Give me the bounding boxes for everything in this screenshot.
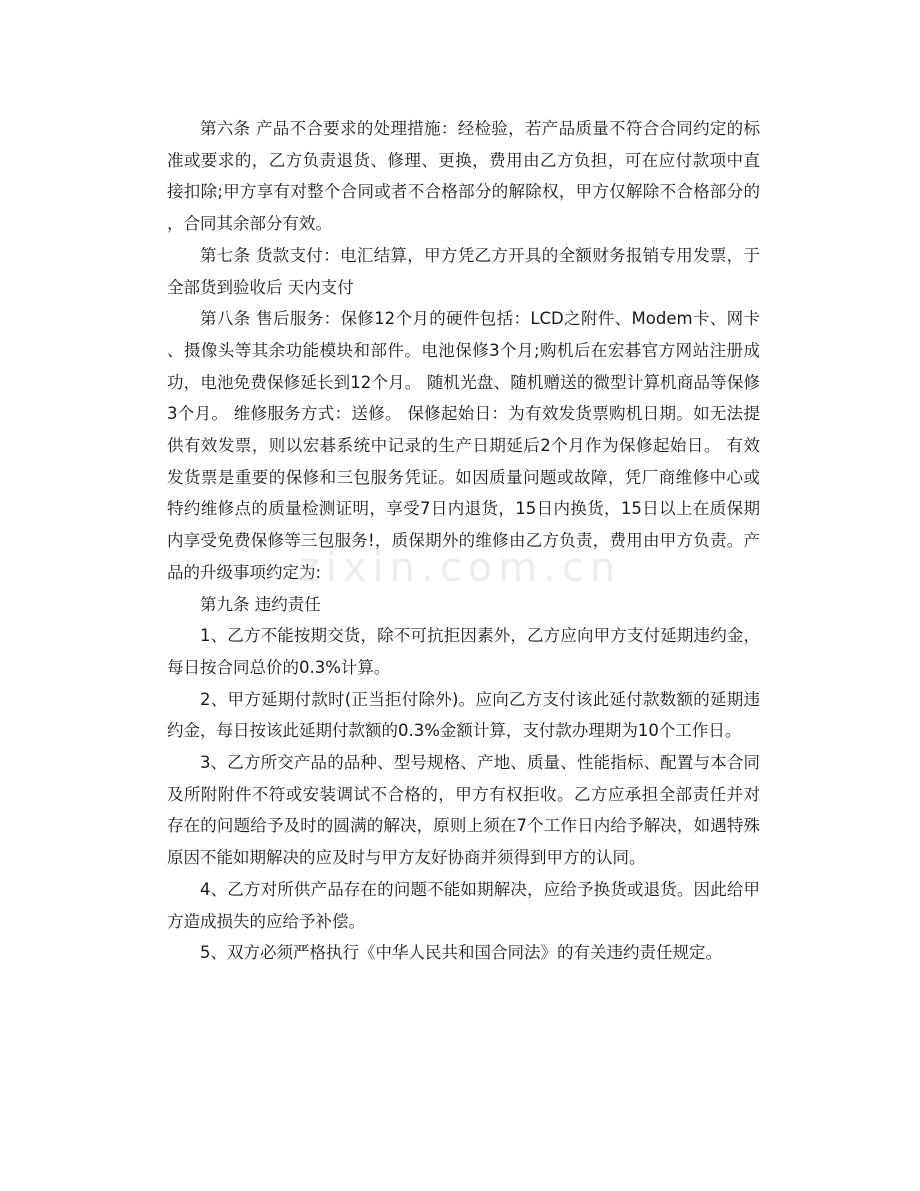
article-8-paragraph: 第八条 售后服务：保修12个月的硬件包括：LCD之附件、Modem卡、网卡、摄像头等其余功能模块和部件。电池保修3个月;购机后在宏碁官方网站注册成功，电池免费保修延长到12个月。 随机光盘、随机赠送的微型计算机商品等保修3个月。 维修服务方式：送修。 保修起始日：为有效发货票购机日期。如无法提供有效发票，则以宏碁系统中记录的生产日期延后2个月作为保修起始日。 有效发货票是重要的保修和三包服务凭证。如因质量问题或故障，凭厂商维修中心或特约维修点的质量检测证明，享受7日内退货，15日内换货，15日以上在质保期内享受免费保修等三包服务!，质保期外的维修由乙方负责，费用由甲方负责。产品的升级事项约定为: — [167, 309, 760, 582]
article-9-clause-3: 3、乙方所交产品的品种、型号规格、产地、质量、性能指标、配置与本合同及所附附件不符或安装调试不合格的，甲方有权拒收。乙方应承担全部责任并对存在的问题给予及时的圆满的解决，原则上须在7个工作日内给予解决，如遇特殊原因不能如期解决的应及时与甲方友好协商并须得到甲方的认同。 — [167, 753, 760, 868]
article-7-paragraph: 第七条 货款支付：电汇结算，甲方凭乙方开具的全额财务报销专用发票，于全部货到验收后 天内支付 — [167, 245, 760, 297]
watermark: zixin.com.cn — [298, 545, 622, 591]
document-body — [167, 113, 760, 969]
article-6-paragraph: 第六条 产品不合要求的处理措施：经检验，若产品质量不符合合同约定的标准或要求的，乙方负责退货、修理、更换，费用由乙方负担，可在应付款项中直接扣除;甲方享有对整个合同或者不合格部分的解除权，甲方仅解除不合格部分的，合同其余部分有效。 — [167, 119, 760, 234]
article-9-clause-1: 1、乙方不能按期交货，除不可抗拒因素外，乙方应向甲方支付延期违约金，每日按合同总价的0.3%计算。 — [167, 626, 760, 677]
article-9-heading: 第九条 违约责任 — [200, 594, 321, 614]
article-9-clause-4: 4、乙方对所供产品存在的问题不能如期解决，应给予换货或退货。因此给甲方造成损失的应给予补偿。 — [167, 879, 760, 931]
article-9-clause-5: 5、双方必须严格执行《中华人民共和国合同法》的有关违约责任规定。 — [200, 943, 722, 963]
article-9-clause-2: 2、甲方延期付款时(正当拒付除外)。应向乙方支付该此延付款数额的延期违约金，每日按该此延期付款额的0.3%金额计算，支付款办理期为10个工作日。 — [167, 689, 760, 741]
